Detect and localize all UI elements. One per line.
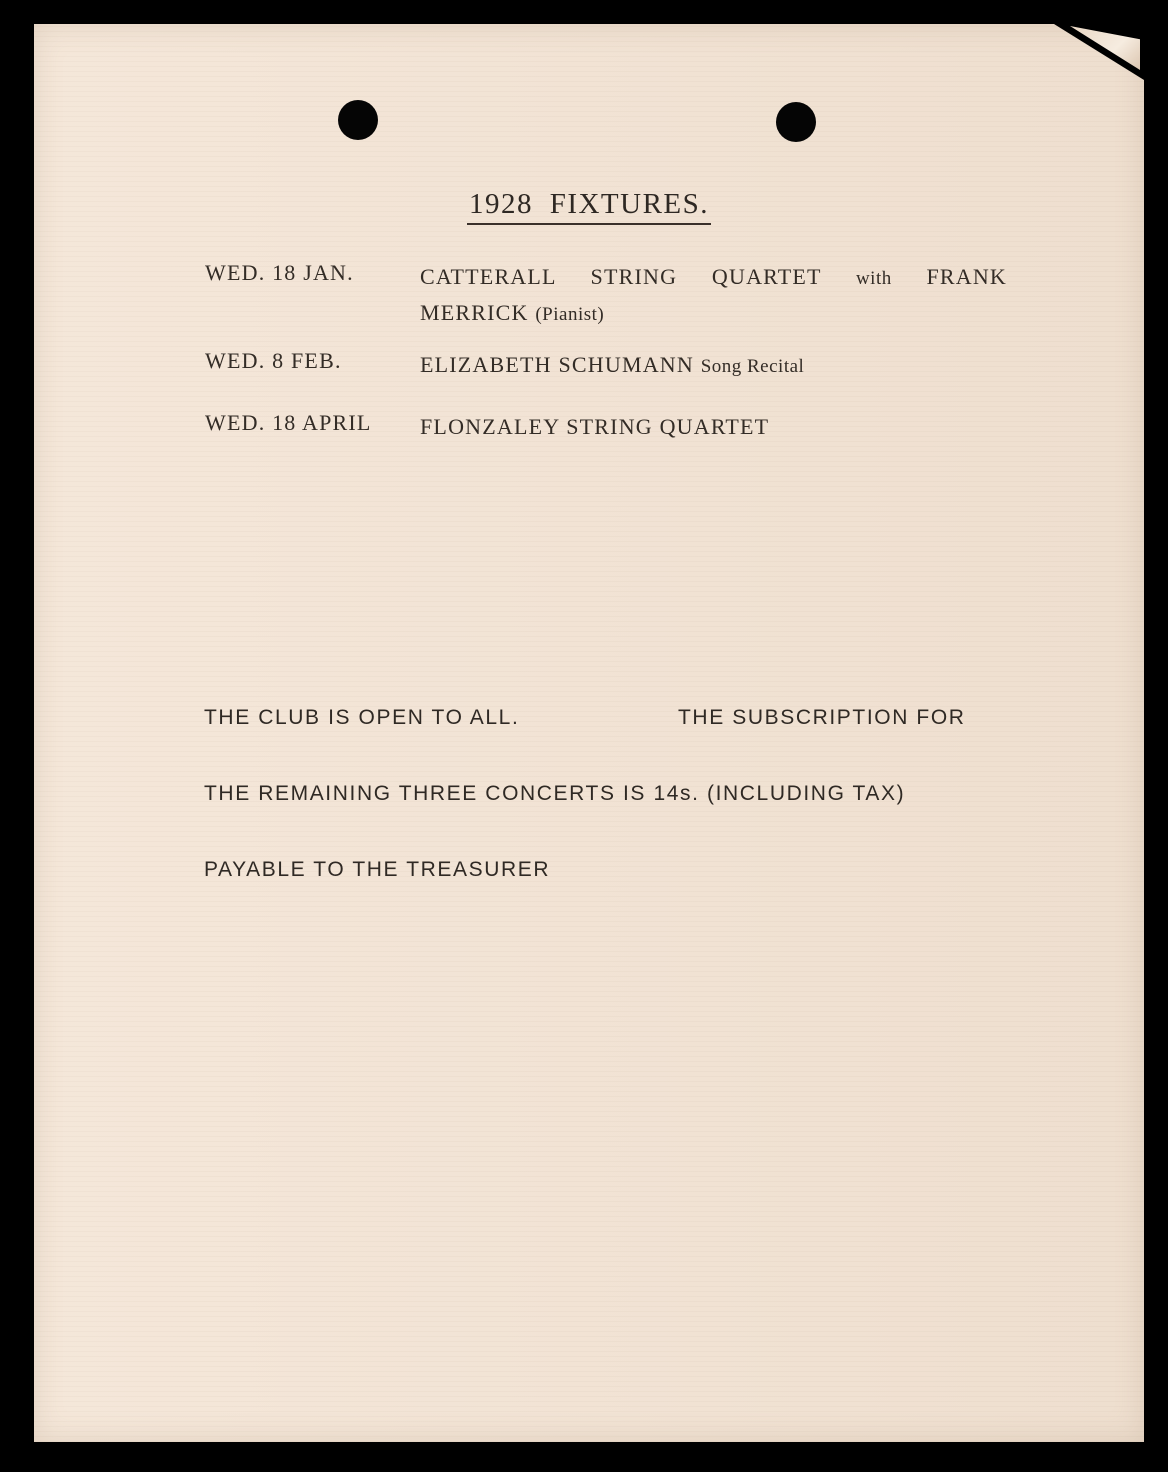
notice-subscription: THE SUBSCRIPTION FOR [678,706,966,729]
notice-line-1 [204,706,1004,730]
fixture-date: WED. 18 APRIL [205,410,372,435]
fixture-event-main: FLONZALEY STRING QUARTET [420,414,770,439]
punch-hole-left [338,100,378,140]
fixture-event-with: with [855,268,892,289]
notice-open-to-all: THE CLUB IS OPEN TO ALL. [204,706,520,729]
notice-line-3: PAYABLE TO THE TREASURER [204,858,551,881]
fixture-date: WED. 8 FEB. [205,348,342,373]
page-title [34,188,1144,225]
notice-line-2: THE REMAINING THREE CONCERTS IS 14s. (INCLUDING TAX) [204,782,906,805]
fixture-event-main: CATTERALL STRING QUARTET [420,264,822,289]
fixture-event-main: ELIZABETH SCHUMANN [420,352,694,377]
fixture-event [420,348,1007,384]
fixture-event-note: (Pianist) [535,304,605,325]
fixture-event [420,410,1007,444]
fixture-event-performer: FRANK MERRICK [420,264,1008,325]
document-page [34,24,1144,1442]
fixture-date: WED. 18 JAN. [205,260,354,285]
fixture-event [420,260,1007,332]
page-title-text: 1928 FIXTURES. [467,188,711,225]
fixture-event-note: Song Recital [700,356,805,377]
punch-hole-right [776,102,816,142]
